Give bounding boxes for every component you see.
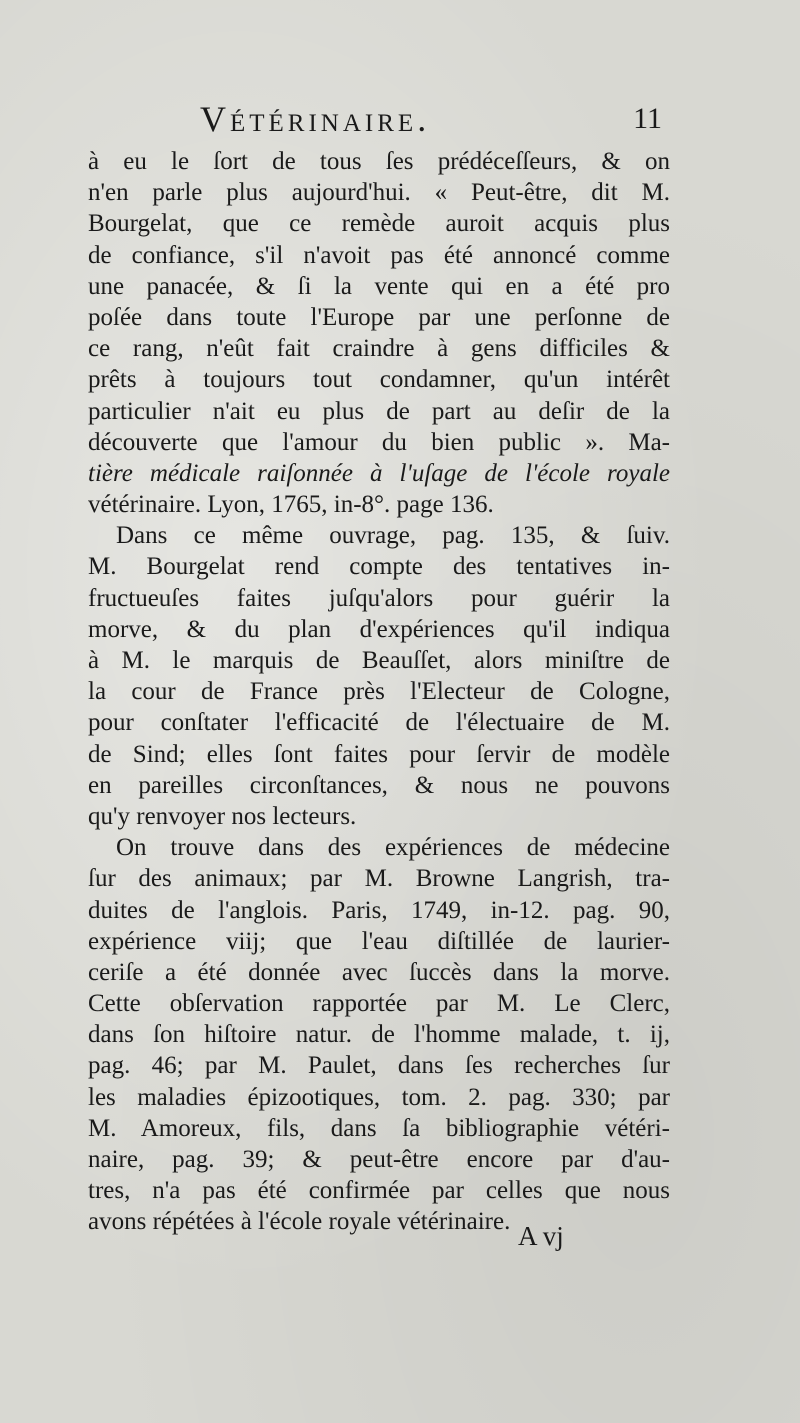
text-line: avons répétées à l'école royale vétérinaire. [88,1208,511,1236]
text-line: fructueuſes faites juſqu'alors pour guérir la [88,584,670,612]
text-line: duites de l'anglois. Paris, 1749, in-12. pag. 90, [88,896,670,924]
text-line: à M. le marquis de Beauſſet, alors miniſtre de [88,647,670,674]
text-line: la cour de France près l'Electeur de Cologne, [88,678,670,706]
text-line: pour conſtater l'efficacité de l'électuaire de M. [88,709,670,737]
text-line: M. Bourgelat rend compte des tentatives in- [88,553,670,581]
text-line: pag. 46; par M. Paulet, dans ſes recherches ſur [88,1052,670,1080]
running-title: Vétérinaire. [200,99,431,139]
text-line: n'en parle plus aujourd'hui. « Peut-être, dit M. [88,179,670,207]
catchword: A vj [518,1221,564,1251]
text-line: M. Amoreux, fils, dans ſa bibliographie vétéri- [88,1114,670,1142]
text-line: particulier n'ait eu plus de part au deſir de la [88,397,670,425]
text-line: qu'y renvoyer nos lecteurs. [88,802,357,830]
text-line: dans ſon hiſtoire natur. de l'homme malade, t. ij, [88,1021,670,1049]
text-line: tres, n'a pas été confirmée par celles que nous [88,1177,670,1205]
text-line: les maladies épizootiques, tom. 2. pag. 330; par [88,1083,670,1111]
text-line: On trouve dans des expériences de médecine [116,834,670,862]
text-line: vétérinaire. Lyon, 1765, in-8°. page 136. [88,491,494,519]
text-line: une panacée, & ſi la vente qui en a été pro [88,272,670,300]
text-line: naire, pag. 39; & peut-être encore par d'au- [88,1146,670,1173]
text-line: Cette obſervation rapportée par M. Le Clerc, [88,990,670,1018]
text-line: ceriſe a été donnée avec ſuccès dans la morve. [88,958,670,986]
text-line: expérience viij; que l'eau diſtillée de laurier- [88,927,670,955]
text-line: prêts à toujours tout condamner, qu'un intérêt [88,366,670,394]
text-line: morve, & du plan d'expériences qu'il indiqua [88,615,670,643]
text-line: de Sind; elles ſont faites pour ſervir de modèle [88,740,670,768]
page-header [90,98,670,142]
body-text [88,146,670,1238]
text-line: à eu le ſort de tous ſes prédéceſſeurs, & on [88,148,670,175]
text-line: découverte que l'amour du bien public ». Ma- [88,428,670,456]
text-line: Bourgelat, que ce remède auroit acquis plus [88,210,670,238]
text-line: Dans ce même ouvrage, pag. 135, & ſuiv. [116,522,670,550]
text-line: en pareilles circonſtances, & nous ne pouvons [88,771,670,799]
text-line: ce rang, n'eût fait craindre à gens difficiles & [88,335,670,363]
text-line: poſée dans toute l'Europe par une perſonne de [88,303,670,331]
text-line: de confiance, s'il n'avoit pas été annoncé comme [88,241,670,269]
text-line: ſur des animaux; par M. Browne Langrish, tra- [88,865,670,893]
text-line: tière médicale raiſonnée à l'uſage de l'école royale [88,459,670,487]
page-number: 11 [633,102,662,135]
